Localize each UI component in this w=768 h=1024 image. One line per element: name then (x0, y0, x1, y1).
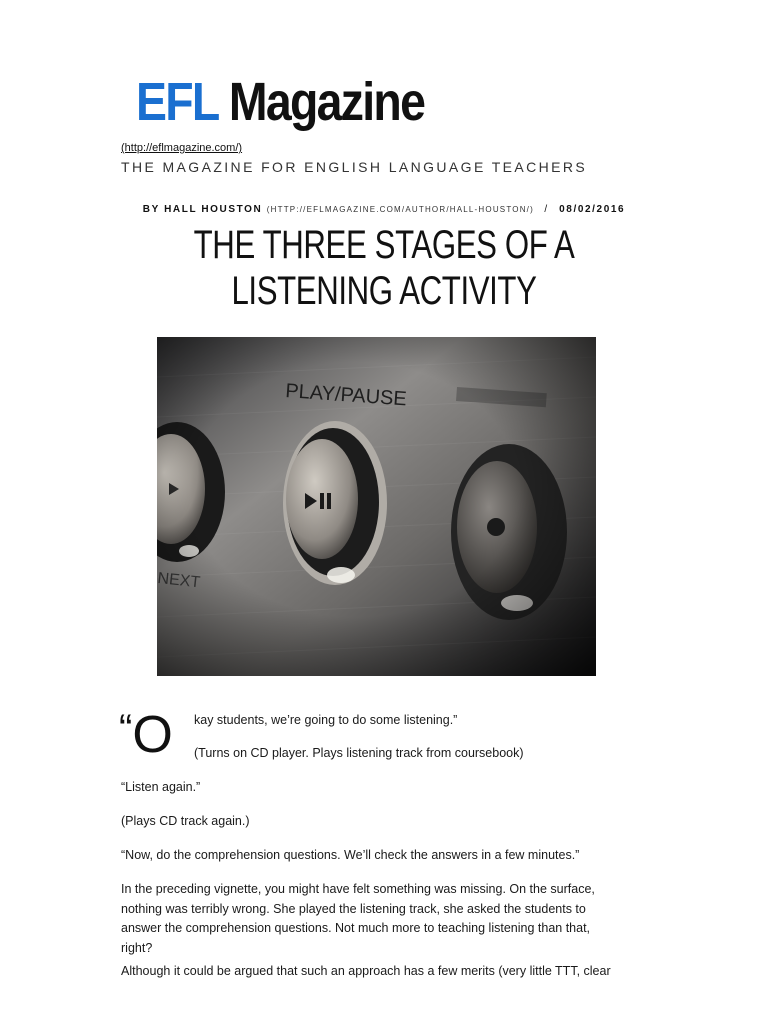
author-link[interactable]: BY HALL HOUSTON (142, 204, 263, 215)
logo-efl: EFL (136, 72, 218, 132)
title-line-2: LISTENING ACTIVITY (231, 269, 537, 313)
paragraph-7: Although it could be argued that such an approach has a few merits (very little TTT, clear (121, 964, 611, 978)
paragraph-1: kay students, we’re going to do some listening.” (194, 713, 458, 727)
hero-image (157, 337, 596, 676)
home-link[interactable]: (http://eflmagazine.com/) (121, 142, 243, 154)
byline-separator: / (544, 204, 549, 215)
paragraph-3: “Listen again.” (121, 780, 201, 794)
article-title (84, 222, 683, 314)
paragraph-4: (Plays CD track again.) (121, 814, 250, 828)
paragraph-5: “Now, do the comprehension questions. We’ll check the answers in a few minutes.” (121, 848, 580, 862)
site-logo[interactable] (136, 70, 424, 134)
author-url[interactable]: (HTTP://EFLMAGAZINE.COM/AUTHOR/HALL-HOUSTON/) (266, 205, 534, 214)
article-byline (0, 204, 768, 215)
paragraph-2: (Turns on CD player. Plays listening track from coursebook) (194, 746, 524, 760)
title-line-1: THE THREE STAGES OF A (193, 223, 575, 267)
paragraph-6: In the preceding vignette, you might have felt something was missing. On the surface, nothing was terribly wrong. She played the listening track, she asked the students to answer the comprehension questions. Not much more to teaching listening than that, right? (121, 882, 595, 955)
drop-cap-letter: O (132, 706, 173, 764)
logo-magazine: Magazine (228, 72, 425, 132)
drop-cap-quote: “ (119, 707, 133, 751)
article-date: 08/02/2016 (559, 204, 626, 215)
site-tagline: THE MAGAZINE FOR ENGLISH LANGUAGE TEACHERS (121, 159, 588, 175)
drop-cap (119, 700, 173, 770)
